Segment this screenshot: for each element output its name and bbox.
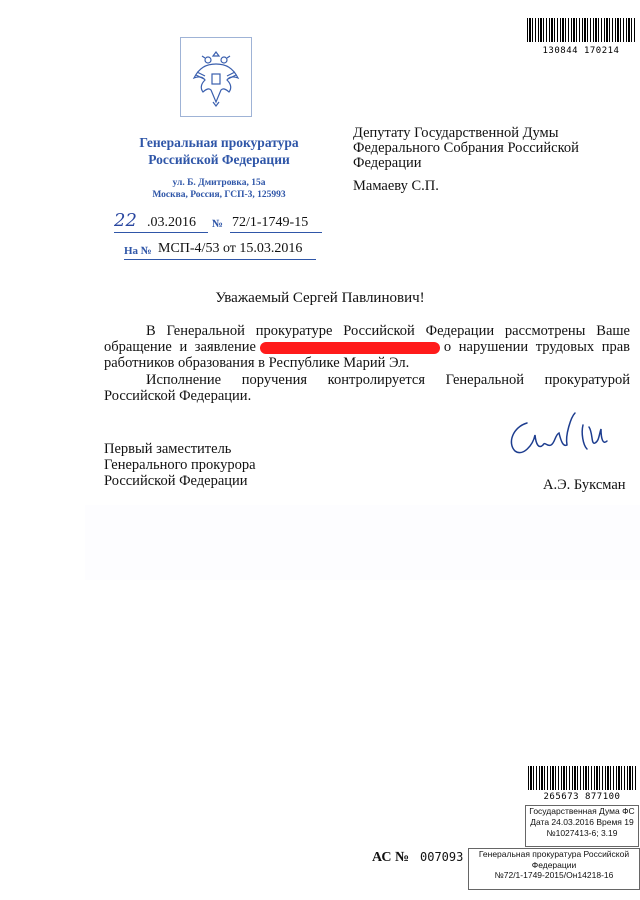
stamp-line2: Дата 24.03.2016 Время 19 — [530, 817, 634, 827]
office-stamp-line3: №72/1-1749-2015/Он14218-16 — [494, 870, 614, 880]
office-stamp-line1: Генеральная прокуратура Российской — [478, 849, 630, 859]
redaction-mark — [260, 342, 440, 354]
org-address-line2: Москва, Россия, ГСП-3, 125993 — [152, 190, 286, 200]
body-paragraph-1-part-b: о нарушении трудовых прав работников образования в Республике Марий Эл. — [104, 339, 630, 371]
barcode-bottom — [528, 766, 636, 802]
duma-registration-stamp — [525, 805, 639, 847]
handwritten-signature — [505, 405, 615, 465]
signatory-name: А.Э. Буксман — [543, 477, 626, 493]
reply-underline — [124, 259, 316, 260]
date-handwritten-day: 22 — [114, 210, 137, 231]
reply-to-label: На № — [124, 245, 152, 257]
date-underline — [114, 232, 208, 233]
org-address-line1: ул. Б. Дмитровка, 15а — [172, 178, 266, 188]
signatory-title-line2: Генерального прокурора — [104, 457, 256, 473]
barcode-top — [527, 18, 635, 56]
barcode-bottom-number: 265673 877100 — [543, 792, 621, 802]
org-name-line1: Генеральная прокуратура — [139, 135, 299, 150]
signatory-title-line1: Первый заместитель — [104, 441, 232, 457]
addressee-line3: Федерации — [353, 155, 422, 171]
number-underline — [230, 232, 322, 233]
double-headed-eagle-icon — [191, 46, 241, 108]
ac-number: 007093 — [420, 850, 464, 864]
body-paragraph-1 — [104, 323, 630, 371]
body-paragraph-1-part-a: В Генеральной прокуратуре Российской Федерации рассмотрены Ваше обращение и заявление — [104, 323, 630, 355]
stamp-line1: Государственная Дума ФС — [529, 806, 635, 816]
addressee-line1: Депутату Государственной Думы — [353, 125, 559, 141]
ac-label: АС № — [372, 850, 410, 865]
addressee-name: Мамаеву С.П. — [353, 178, 439, 194]
barcode-bottom-bars — [528, 766, 636, 790]
org-name-line2: Российской Федерации — [148, 152, 290, 167]
signatory-title-line3: Российской Федерации — [104, 473, 248, 489]
blank-scan-area — [85, 505, 640, 580]
barcode-bars — [527, 18, 635, 42]
reply-to-value: МСП-4/53 от 15.03.2016 — [158, 241, 303, 256]
signatory-title — [104, 441, 256, 489]
emblem-frame — [180, 37, 252, 117]
stamp-line3: №1027413-6; 3.19 — [546, 828, 618, 838]
addressee-line2: Федерального Собрания Российской — [353, 140, 579, 156]
prosecutor-office-stamp — [468, 848, 640, 890]
number-sign: № — [212, 218, 224, 230]
barcode-top-number: 130844 170214 — [542, 46, 620, 56]
body-paragraph-2: Исполнение поручения контролируется Генеральной прокуратурой Российской Федерации. — [104, 372, 630, 404]
date-printed: .03.2016 — [147, 215, 196, 230]
outgoing-number: 72/1-1749-15 — [232, 215, 309, 230]
greeting: Уважаемый Сергей Павлинович! — [215, 290, 425, 306]
office-stamp-line2: Федерации — [531, 859, 577, 870]
